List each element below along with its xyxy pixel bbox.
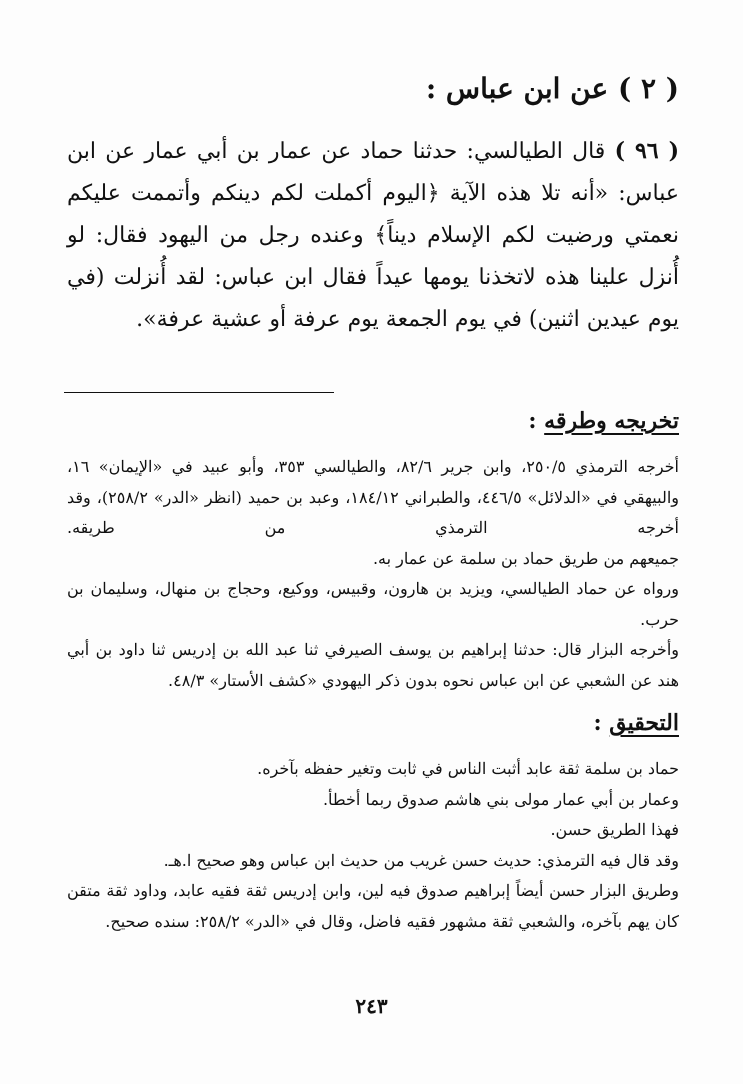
takhrij-section <box>67 452 679 696</box>
tahqiq-line: وقد قال فيه الترمذي: حديث حسن غريب من حديث ابن عباس وهو صحيح ا.هـ. <box>163 850 679 870</box>
hadith-number: ( ٩٦ ) <box>614 138 679 164</box>
tahqiq-line: فهذا الطريق حسن. <box>550 820 679 839</box>
tahqiq-heading: التحقيق : <box>593 710 679 736</box>
footnote-divider <box>64 392 334 393</box>
takhrij-line: وأخرجه البزار قال: حدثنا إبراهيم بن يوسف الصيرفي ثنا عبد الله بن إدريس ثنا داود بن أبي هند عن الشعبي عن ابن عباس نحوه بدون ذكر اليهودي «كشف الأستار» ٤٨/٣. <box>67 640 679 690</box>
tahqiq-line: وطريق البزار حسن أيضاً إبراهيم صدوق فيه لين، وابن إدريس ثقة فقيه عابد، وداود ثقة متقن كان يهم بآخره، والشعبي ثقة مشهور فقيه فاضل، وقال في «الدر» ٢٥٨/٢: سنده صحيح. <box>67 881 679 931</box>
hadith-text: قال الطيالسي: حدثنا حماد عن عمار بن أبي عمار عن ابن عباس: «أنه تلا هذه الآية ﴿اليوم أكملت لكم دينكم وأتممت عليكم نعمتي ورضيت لكم الإسلام ديناً﴾ وعنده رجل من اليهود فقال: لو أُنزل علينا هذه لاتخذنا يومها عيداً فقال ابن عباس: لقد أُنزلت (في يوم عيدين اثنين) في يوم الجمعة يوم عرفة أو عشية عرفة». <box>67 139 679 332</box>
page-number: ٢٤٣ <box>355 994 388 1018</box>
takhrij-line: جميعهم من طريق حماد بن سلمة عن عمار به. <box>372 548 679 568</box>
tahqiq-line: وعمار بن أبي عمار مولى بني هاشم صدوق ربما أخطأ. <box>322 789 679 809</box>
tahqiq-section <box>67 754 679 937</box>
takhrij-title: تخريجه وطرقه <box>544 408 679 434</box>
chapter-heading: ( ٢ ) عن ابن عباس : <box>425 72 679 105</box>
takhrij-line: أخرجه الترمذي ٢٥٠/٥، وابن جرير ٨٢/٦، والطيالسي ٣٥٣، وأبو عبيد في «الإيمان» ١٦، والبيهقي في «الدلائل» ٤٤٦/٥، والطبراني ١٨٤/١٢، وعبد بن حميد (انظر «الدر» ٢٥٨/٢)، وقد أخرجه الترمذي من طريقه. <box>67 457 680 537</box>
hadith-paragraph <box>67 130 679 341</box>
takhrij-line: ورواه عن حماد الطيالسي، ويزيد بن هارون، وقبيس، ووكيع، وحجاج بن منهال، وسليمان بن حرب. <box>67 579 679 629</box>
takhrij-heading: تخريجه وطرقه : <box>528 408 679 434</box>
tahqiq-line: حماد بن سلمة ثقة عابد أثبت الناس في ثابت وتغير حفظه بآخره. <box>257 759 679 778</box>
tahqiq-title: التحقيق <box>609 710 679 736</box>
